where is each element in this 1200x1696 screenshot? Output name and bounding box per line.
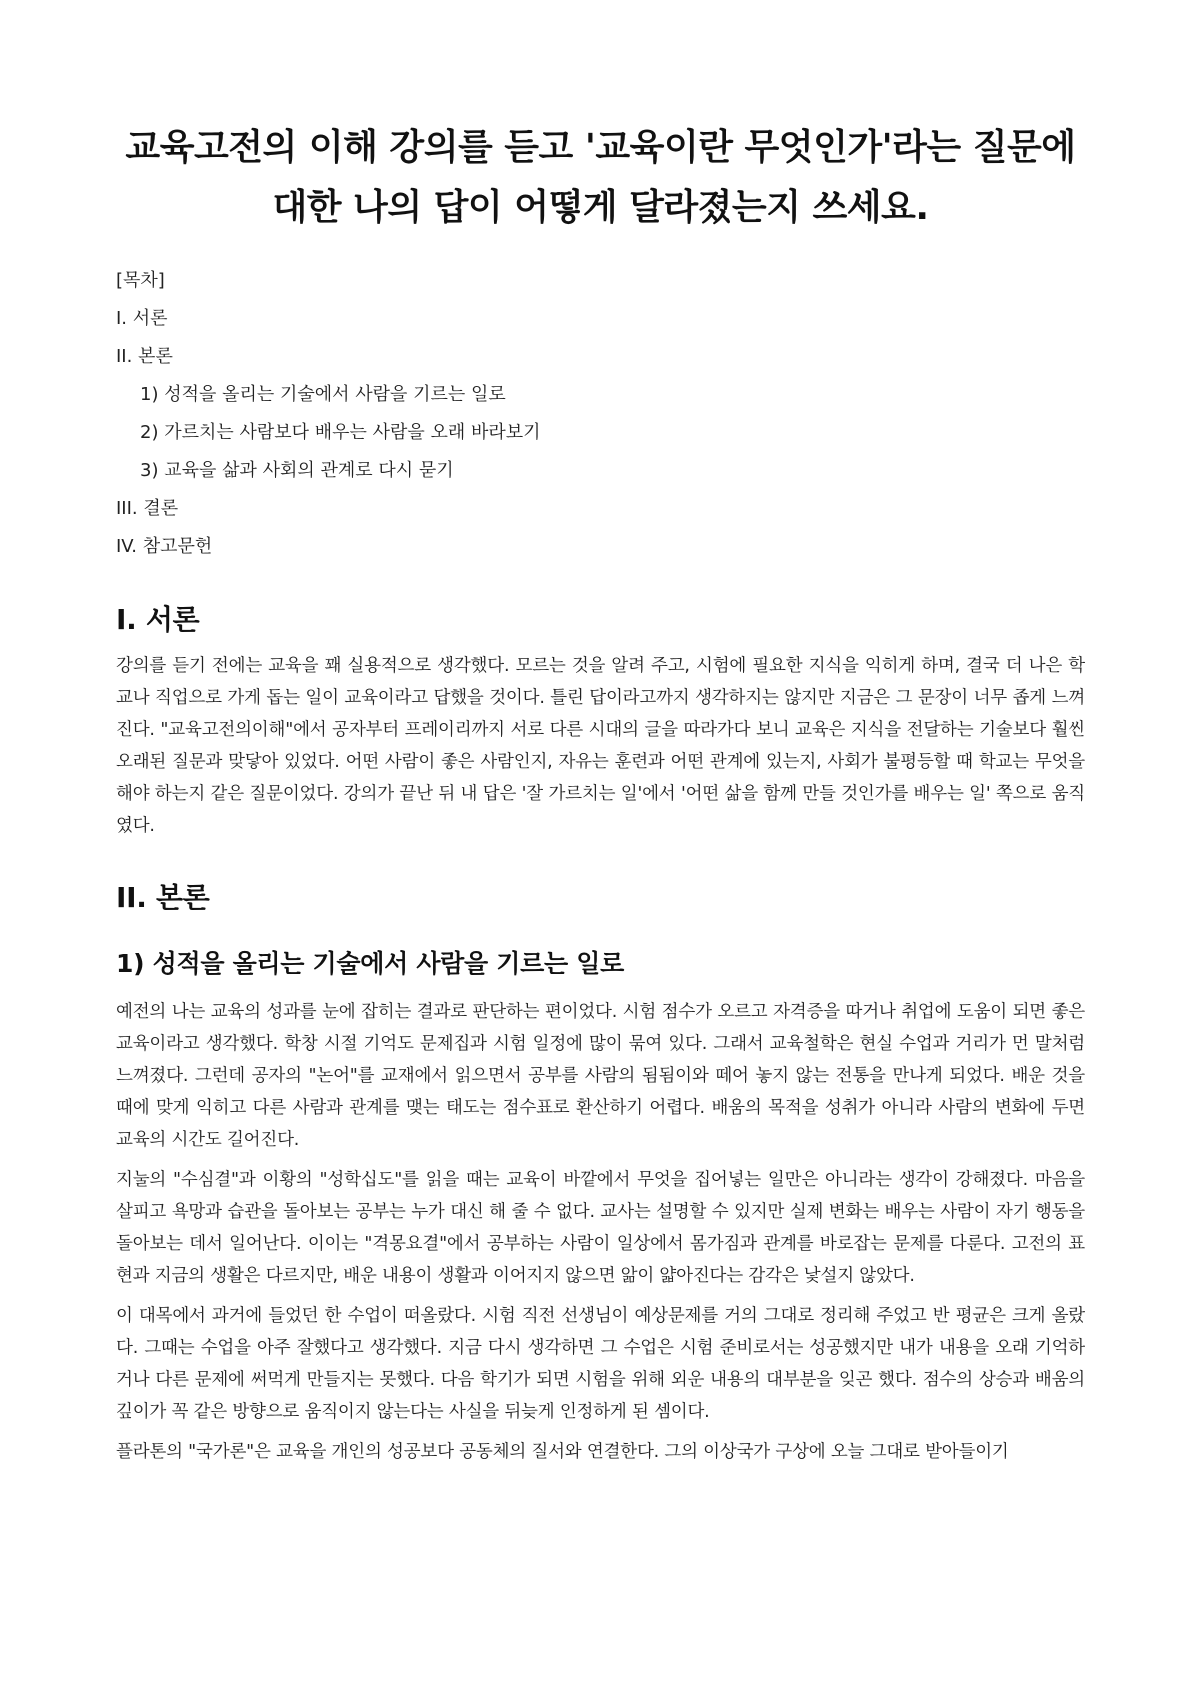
toc-item-body-2: 2) 가르치는 사람보다 배우는 사람을 오래 바라보기 [140, 422, 541, 443]
section-heading-body: II. 본론 [116, 881, 210, 914]
toc-heading: [목차] [116, 270, 165, 291]
body-paragraph: 지눌의 "수심결"과 이황의 "성학십도"를 읽을 때는 교육이 바깥에서 무엇을 집어넣는 일만은 아니라는 생각이 강해졌다. 마음을 살피고 욕망과 습관을 돌아보는 공부는 누가 대신 해 줄 수 없다. 교사는 설명할 수 있지만 실제 변화는 배우는 사람이 자기 행동을 돌아보는 데서 일어난다. 이이는 "격몽요결"에서 공부하는 사람이 일상에서 몸가짐과 관계를 바로잡는 문제를 다룬다. 고전의 표현과 지금의 생활은 다르지만, 배운 내용이 생활과 이어지지 않으면 앎이 얇아진다는 감각은 낯설지 않았다. [116, 1170, 1085, 1286]
body-paragraph: 예전의 나는 교육의 성과를 눈에 잡히는 결과로 판단하는 편이었다. 시험 점수가 오르고 자격증을 따거나 취업에 도움이 되면 좋은 교육이라고 생각했다. 학창 시절 기억도 문제집과 시험 일정에 많이 묶여 있다. 그래서 교육철학은 현실 수업과 거리가 먼 말처럼 느껴졌다. 그런데 공자의 "논어"를 교재에서 읽으면서 공부를 사람의 됨됨이와 떼어 놓지 않는 전통을 만나게 되었다. 배운 것을 때에 맞게 익히고 다른 사람과 관계를 맺는 태도는 점수표로 환산하기 어렵다. 배움의 목적을 성취가 아니라 사람의 변화에 두면 교육의 시간도 길어진다. [116, 1002, 1085, 1150]
toc-item-body: II. 본론 [116, 346, 173, 367]
toc-item-body-3: 3) 교육을 삶과 사회의 관계로 다시 묻기 [140, 460, 454, 481]
toc-item-references: IV. 참고문헌 [116, 536, 213, 557]
body-paragraph: 플라톤의 "국가론"은 교육을 개인의 성공보다 공동체의 질서와 연결한다. 그의 이상국가 구상에 오늘 그대로 받아들이기 [116, 1442, 1009, 1462]
toc-item-conclusion: III. 결론 [116, 498, 179, 519]
toc-item-intro: I. 서론 [116, 308, 168, 329]
document-title: 교육고전의 이해 강의를 듣고 '교육이란 무엇인가'라는 질문에 대한 나의 답이 어떻게 달라졌는지 쓰세요. [125, 127, 1076, 228]
section-heading-intro: I. 서론 [116, 603, 200, 636]
subsection-heading-1: 1) 성적을 올리는 기술에서 사람을 기르는 일로 [116, 949, 624, 978]
body-paragraph: 이 대목에서 과거에 들었던 한 수업이 떠올랐다. 시험 직전 선생님이 예상문제를 거의 그대로 정리해 주었고 반 평균은 크게 올랐다. 그때는 수업을 아주 잘했다고 생각했다. 지금 다시 생각하면 그 수업은 시험 준비로서는 성공했지만 내가 내용을 오래 기억하거나 다른 문제에 써먹게 만들지는 못했다. 다음 학기가 되면 시험을 위해 외운 내용의 대부분을 잊곤 했다. 점수의 상승과 배움의 깊이가 꼭 같은 방향으로 움직이지 않는다는 사실을 뒤늦게 인정하게 된 셈이다. [116, 1306, 1085, 1422]
toc-item-body-1: 1) 성적을 올리는 기술에서 사람을 기르는 일로 [140, 384, 506, 405]
intro-paragraph: 강의를 듣기 전에는 교육을 꽤 실용적으로 생각했다. 모르는 것을 알려 주고, 시험에 필요한 지식을 익히게 하며, 결국 더 나은 학교나 직업으로 가게 돕는 일이 교육이라고 답했을 것이다. 틀린 답이라고까지 생각하지는 않지만 지금은 그 문장이 너무 좁게 느껴진다. "교육고전의이해"에서 공자부터 프레이리까지 서로 다른 시대의 글을 따라가다 보니 교육은 지식을 전달하는 기술보다 훨씬 오래된 질문과 맞닿아 있었다. 어떤 사람이 좋은 사람인지, 자유는 훈련과 어떤 관계에 있는지, 사회가 불평등할 때 학교는 무엇을 해야 하는지 같은 질문이었다. 강의가 끝난 뒤 내 답은 '잘 가르치는 일'에서 '어떤 삶을 함께 만들 것인가를 배우는 일' 쪽으로 움직였다. [116, 656, 1085, 836]
table-of-contents [116, 262, 1085, 566]
